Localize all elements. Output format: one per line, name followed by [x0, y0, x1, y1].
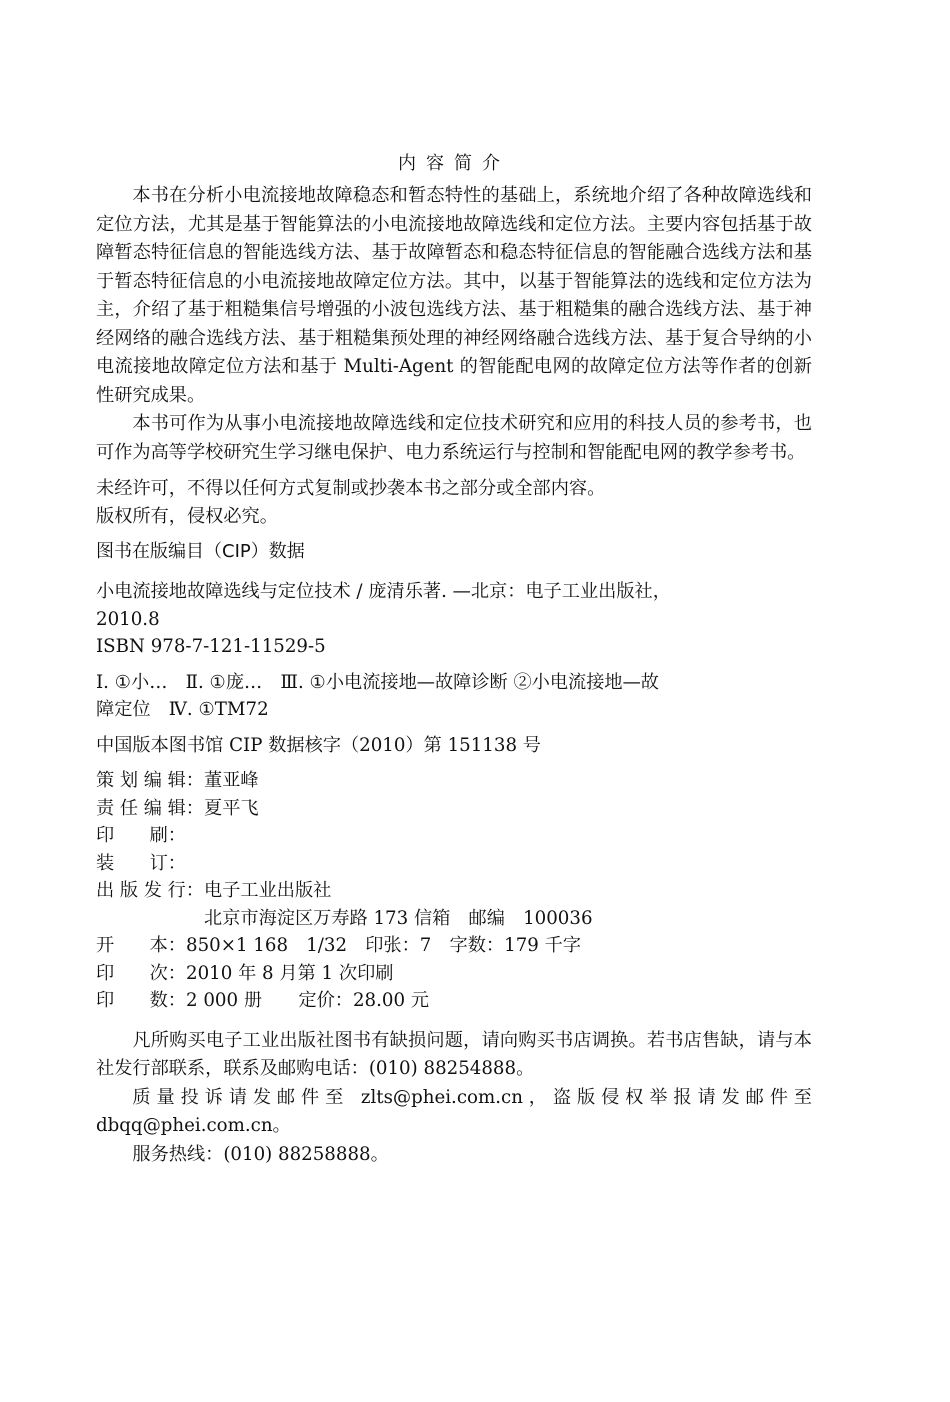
credit-row-planner: 策 划 编 辑： 董亚峰 [96, 767, 812, 795]
spec-row-format: 开 本： 850×1 168 1/32 印张：7 字数：179 千字 [96, 935, 581, 956]
notice-paragraph-2: 质量投诉请发邮件至 zlts@phei.com.cn，盗版侵权举报请发邮件至 dbqq@phei.com.cn。 [96, 1086, 812, 1136]
intro-paragraph-2: 本书可作为从事小电流接地故障选线和定位技术研究和应用的科技人员的参考书，也可作为高等学校研究生学习继电保护、电力系统运行与控制和智能配电网的教学参考书。 [96, 413, 812, 463]
credit-row-editor: 责 任 编 辑： 夏平飞 [96, 795, 812, 823]
credit-row-printing: 印 刷： [96, 825, 186, 846]
spec-row-impression: 印 次： 2010 年 8 月第 1 次印刷 [96, 962, 394, 984]
credit-value: 董亚峰 [204, 770, 259, 791]
credits-block [96, 767, 812, 1015]
intro-title: 内容简介 [398, 153, 510, 174]
intro-paragraph-1: 本书在分析小电流接地故障稳态和暂态特性的基础上，系统地介绍了各种故障选线和定位方法，尤其是基于智能算法的小电流接地故障选线和定位方法。主要内容包括基于故障暂态特征信息的智能选线方法、基于故障暂态和稳态特征信息的智能融合选线方法和基于暂态特征信息的小电流接地故障定位方法。其中，以基于智能算法的选线和定位方法为主，介绍了基于粗糙集信号增强的小波包选线方法、基于粗糙集的融合选线方法、基于神经网络的融合选线方法、基于粗糙集预处理的神经网络融合选线方法、基于复合导纳的小电流接地故障定位方法和基于 Multi-Agent 的智能配电网的故障定位方法等作者的创新性研究成果。 [96, 185, 812, 406]
cip-library-record: 中国版本图书馆 CIP 数据核字（2010）第 151138 号 [96, 734, 541, 756]
cip-classification-1: Ⅰ. ①小… Ⅱ. ①庞… Ⅲ. ①小电流接地—故障诊断 ②小电流接地—故 [96, 671, 659, 693]
cip-classification-2: 障定位 Ⅳ. ①TM72 [96, 699, 269, 720]
cip-title-line: 小电流接地故障选线与定位技术 / 庞清乐著. —北京：电子工业出版社， [96, 581, 671, 602]
cip-heading: 图书在版编目（CIP）数据 [96, 541, 305, 562]
copyright-reserved: 版权所有，侵权必究。 [96, 505, 278, 527]
spec-row-copies: 印 数： 2 000 册 定价：28.00 元 [96, 990, 430, 1011]
copyright-notice: 未经许可，不得以任何方式复制或抄袭本书之部分或全部内容。 [96, 478, 606, 499]
credit-row-binding: 装 订： [96, 852, 186, 874]
cip-isbn: ISBN 978-7-121-11529-5 [96, 636, 326, 657]
cip-date-line: 2010.8 [96, 608, 160, 630]
credit-value: 电子工业出版社 [204, 880, 332, 901]
notice-paragraph-1: 凡所购买电子工业出版社图书有缺损问题，请向购买书店调换。若书店售缺，请与本社发行部联系，联系及邮购电话：(010) 88254888。 [96, 1029, 812, 1079]
copyright-page [96, 150, 812, 1169]
publisher-address: 北京市海淀区万寿路 173 信箱 邮编 100036 [204, 907, 593, 929]
credit-value: 夏平飞 [204, 797, 259, 819]
credit-row-publisher: 出 版 发 行： 电子工业出版社 [96, 877, 812, 905]
notice-hotline: 服务热线：(010) 88258888。 [132, 1143, 389, 1165]
